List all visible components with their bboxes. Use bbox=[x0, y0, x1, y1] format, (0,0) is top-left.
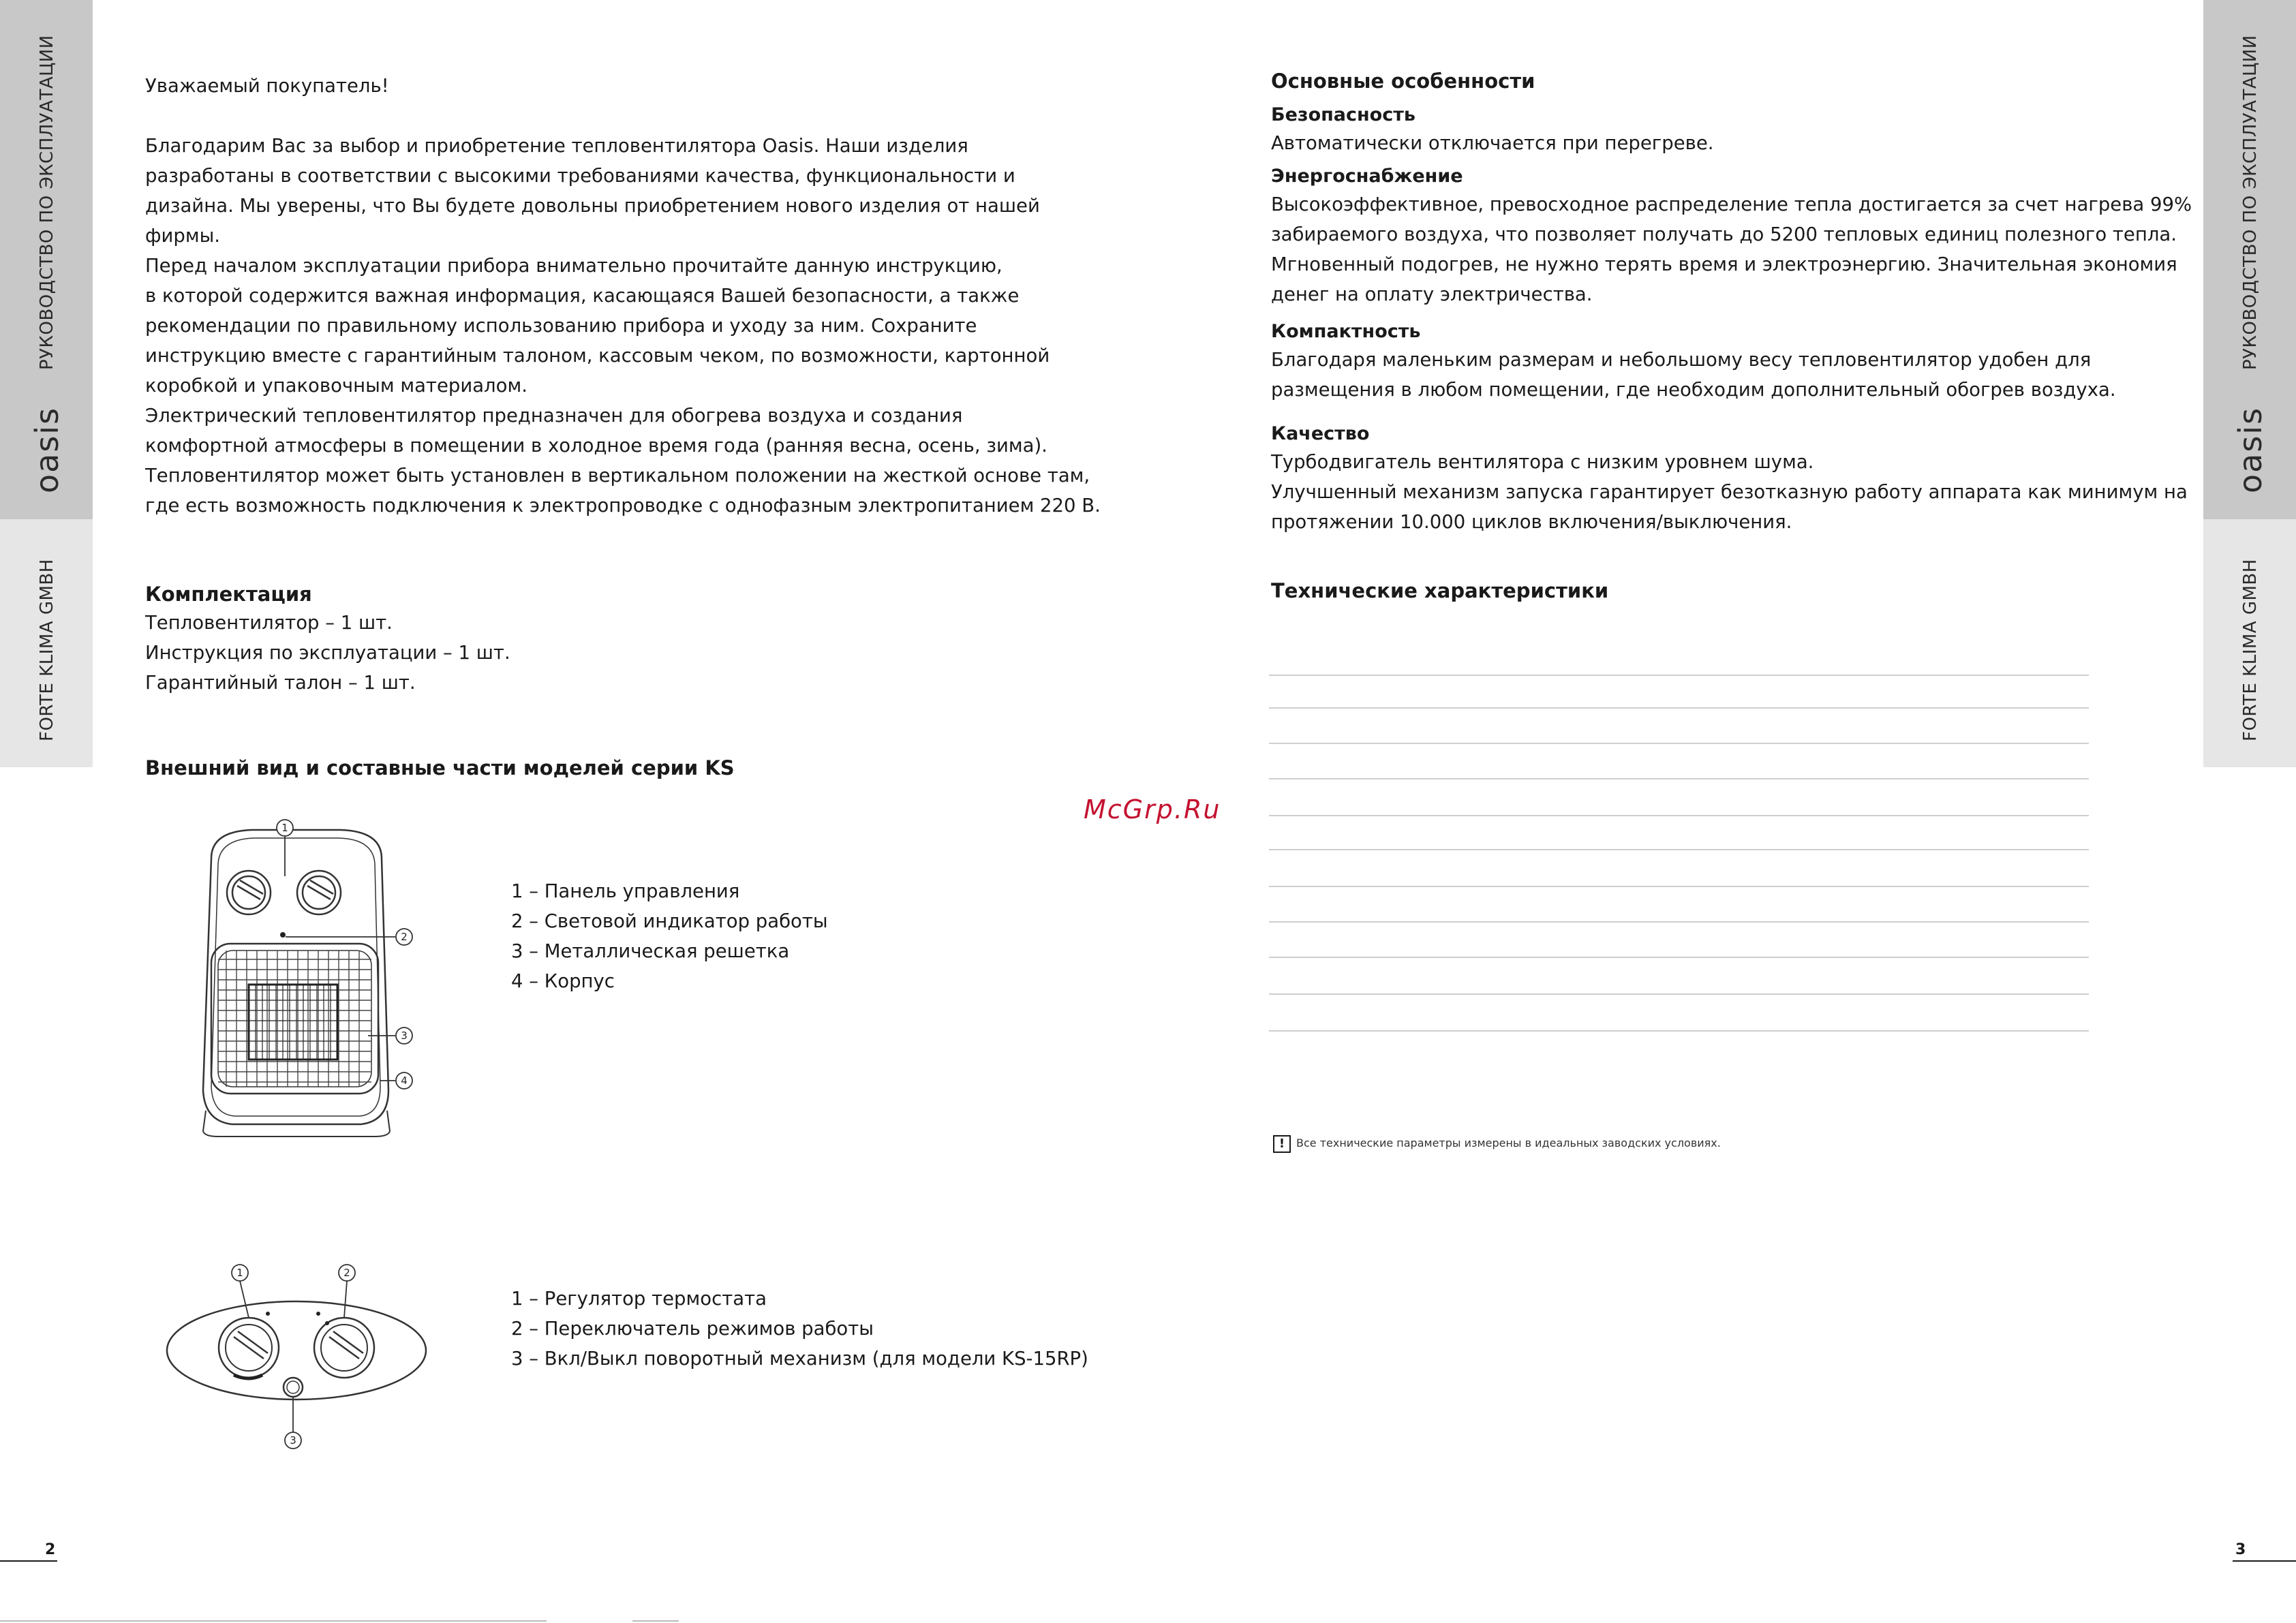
callout-label: 2 bbox=[343, 1267, 350, 1279]
warning-icon: ! bbox=[1273, 1135, 1291, 1153]
left-side-tab bbox=[0, 0, 93, 767]
intro-greeting: Уважаемый покупатель! bbox=[145, 75, 389, 97]
watermark: McGrp.Ru bbox=[1084, 794, 1221, 824]
parts-list-item: 1 – Регулятор термостата bbox=[511, 1288, 767, 1310]
side-company-label: FORTE KLIMA GMBH bbox=[2240, 559, 2261, 741]
features-section bbox=[1271, 67, 2198, 537]
parts-list-item: 2 – Световой индикатор работы bbox=[511, 910, 828, 932]
intro-line: коробкой и упаковочным материалом. bbox=[145, 375, 527, 397]
intro-line: фирмы. bbox=[145, 225, 221, 247]
side-manual-label: РУКОВОДСТВО ПО ЭКСПЛУАТАЦИИ bbox=[2240, 35, 2261, 370]
callout-label: 1 bbox=[281, 822, 288, 834]
spec-row-line bbox=[1269, 743, 2089, 744]
package-item: Тепловентилятор – 1 шт. bbox=[145, 612, 393, 634]
feature-line: Автоматически отключается при перегреве. bbox=[1271, 132, 1714, 154]
parts-list-item: 1 – Панель управления bbox=[511, 880, 740, 902]
parts-list-item: 3 – Вкл/Выкл поворотный механизм (для модели KS-15RP) bbox=[511, 1348, 1088, 1370]
feature-line: Мгновенный подогрев, не нужно терять время и электроэнергию. Значительная экономия bbox=[1271, 253, 2177, 275]
callout-label: 1 bbox=[236, 1267, 243, 1279]
intro-line: дизайна. Мы уверены, что Вы будете довольны приобретением нового изделия от нашей bbox=[145, 195, 1040, 217]
page-number-right: 3 bbox=[2235, 1541, 2246, 1558]
feature-line: размещения в любом помещении, где необходим дополнительный обогрев воздуха. bbox=[1271, 379, 2116, 401]
specs-title: Технические характеристики bbox=[1271, 579, 1609, 602]
page-rule-right bbox=[2233, 1560, 2296, 1562]
spec-row-line bbox=[1269, 921, 2089, 923]
feature-line: Высокоэффективное, превосходное распределение тепла достигается за счет нагрева 99% bbox=[1271, 194, 2192, 215]
spec-row-line bbox=[1269, 1030, 2089, 1032]
feature-line: денег на оплату электричества. bbox=[1271, 283, 1593, 305]
spec-row-line bbox=[1269, 675, 2089, 676]
intro-line: в которой содержится важная информация, касающаяся Вашей безопасности, а также bbox=[145, 285, 1020, 307]
control-panel-illustration bbox=[160, 1261, 433, 1451]
intro-line: инструкцию вместе с гарантийным талоном, кассовым чеком, по возможности, картонной bbox=[145, 345, 1050, 367]
brand-logo-text: oasis bbox=[29, 406, 65, 493]
package-title: Комплектация bbox=[145, 583, 312, 606]
feature-line: Благодаря маленьким размерам и небольшому весу тепловентилятор удобен для bbox=[1271, 349, 2092, 371]
intro-line: Электрический тепловентилятор предназначен для обогрева воздуха и создания bbox=[145, 405, 963, 427]
appearance-title: Внешний вид и составные части моделей серии KS bbox=[145, 756, 735, 779]
parts-list-item: 2 – Переключатель режимов работы bbox=[511, 1318, 874, 1340]
side-manual-label: РУКОВОДСТВО ПО ЭКСПЛУАТАЦИИ bbox=[37, 35, 57, 370]
side-company-label: FORTE KLIMA GMBH bbox=[37, 559, 57, 741]
brand-logo-text: oasis bbox=[2232, 406, 2269, 493]
package-item: Инструкция по эксплуатации – 1 шт. bbox=[145, 642, 510, 664]
spec-row-line bbox=[1269, 815, 2089, 816]
intro-line: Перед началом эксплуатации прибора внимательно прочитайте данную инструкцию, bbox=[145, 255, 1002, 277]
page-bottom-edge bbox=[0, 1620, 547, 1622]
specs-note: Все технические параметры измерены в идеальных заводских условиях. bbox=[1296, 1137, 1721, 1149]
spec-row-line bbox=[1269, 778, 2089, 779]
page-rule-left bbox=[0, 1560, 57, 1562]
heater-parts-list bbox=[511, 876, 828, 996]
page-number-left: 2 bbox=[45, 1541, 56, 1558]
intro-line: Благодарим Вас за выбор и приобретение тепловентилятора Oasis. Наши изделия bbox=[145, 135, 968, 157]
feature-heading: Качество bbox=[1271, 423, 1370, 444]
right-side-tab bbox=[2203, 0, 2296, 767]
feature-line: протяжении 10.000 циклов включения/выключения. bbox=[1271, 511, 1792, 533]
spec-row-line bbox=[1269, 707, 2089, 709]
package-item: Гарантийный талон – 1 шт. bbox=[145, 672, 416, 694]
intro-line: где есть возможность подключения к электропроводке с однофазным электропитанием 220 В. bbox=[145, 495, 1101, 516]
spec-row-line bbox=[1269, 993, 2089, 995]
intro-line: комфортной атмосферы в помещении в холодное время года (ранняя весна, осень, зима). bbox=[145, 435, 1047, 457]
heater-illustration bbox=[164, 811, 436, 1145]
feature-line: забираемого воздуха, что позволяет получать до 5200 тепловых единиц полезного тепла. bbox=[1271, 223, 2177, 245]
callout-label: 3 bbox=[401, 1030, 408, 1042]
parts-list-item: 4 – Корпус bbox=[511, 970, 615, 992]
callout-label: 4 bbox=[401, 1075, 408, 1087]
feature-heading: Безопасность bbox=[1271, 104, 1415, 125]
intro-line: Тепловентилятор может быть установлен в вертикальном положении на жесткой основе там, bbox=[145, 465, 1090, 486]
feature-line: Турбодвигатель вентилятора с низким уровнем шума. bbox=[1271, 451, 1814, 473]
package-section bbox=[145, 581, 759, 698]
panel-parts-list bbox=[511, 1284, 1088, 1374]
feature-heading: Энергоснабжение bbox=[1271, 166, 1463, 187]
callout-label: 2 bbox=[401, 931, 408, 943]
spec-row-line bbox=[1269, 849, 2089, 850]
feature-line: Улучшенный механизм запуска гарантирует безотказную работу аппарата как минимум на bbox=[1271, 481, 2188, 503]
intro-section bbox=[145, 71, 1120, 521]
spec-row-line bbox=[1269, 957, 2089, 958]
intro-line: разработаны в соответствии с высокими требованиями качества, функциональности и bbox=[145, 165, 1015, 187]
page-bottom-edge bbox=[632, 1620, 679, 1622]
spec-row-line bbox=[1269, 886, 2089, 887]
feature-heading: Компактность bbox=[1271, 321, 1421, 342]
intro-line: рекомендации по правильному использованию прибора и уходу за ним. Сохраните bbox=[145, 315, 977, 337]
features-title: Основные особенности bbox=[1271, 69, 1535, 93]
callout-label: 3 bbox=[290, 1434, 296, 1447]
parts-list-item: 3 – Металлическая решетка bbox=[511, 940, 790, 962]
